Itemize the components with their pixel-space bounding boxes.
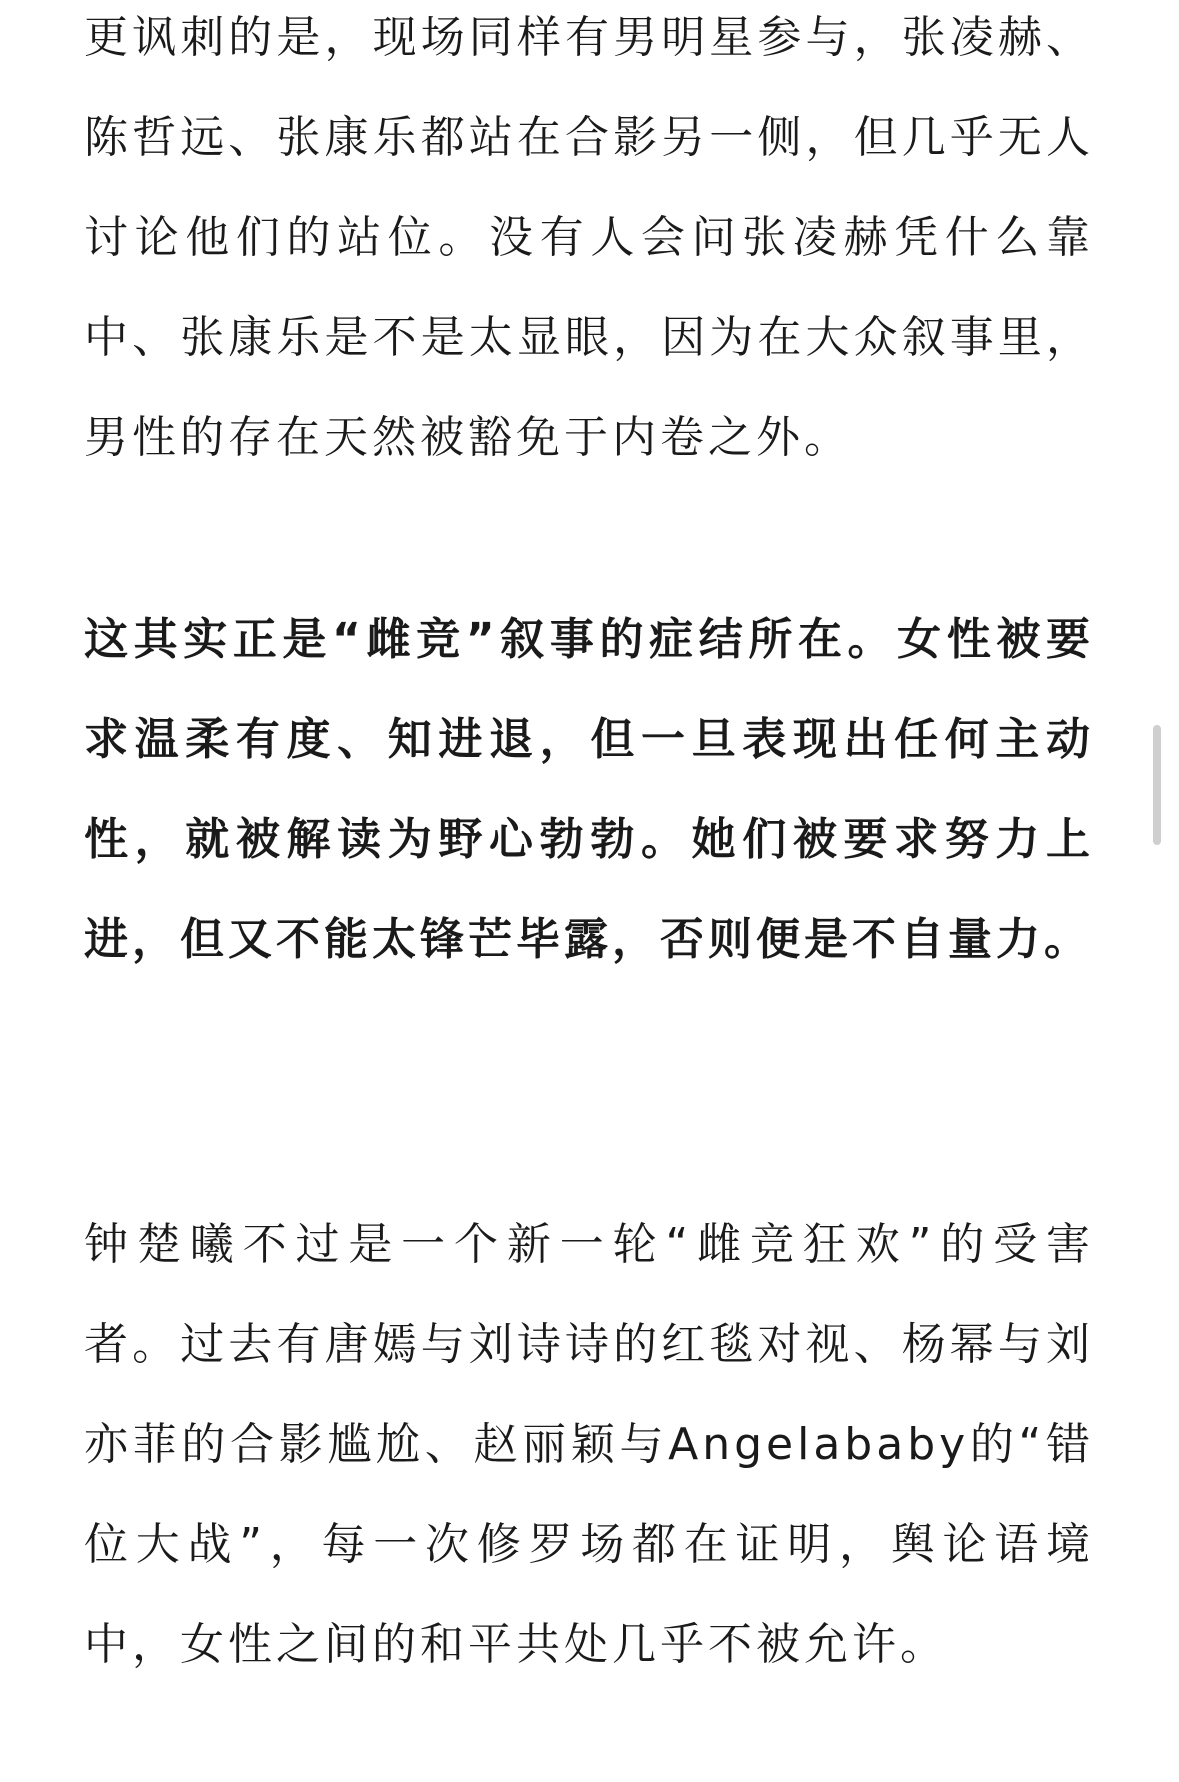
article-paragraph-bold: 这其实正是“雌竞”叙事的症结所在。女性被要求温柔有度、知进退，但一旦表现出任何主动性，就被解读为野心勃勃。她们被要求努力上进，但又不能太锋芒毕露，否则便是不自量力。 bbox=[84, 614, 1094, 965]
article-paragraph: 更讽刺的是，现场同样有男明星参与，张凌赫、陈哲远、张康乐都站在合影另一侧，但几乎无人讨论他们的站位。没有人会问张凌赫凭什么靠中、张康乐是不是太显眼，因为在大众叙事里，男性的存在天然被豁免于内卷之外。 bbox=[84, 12, 1094, 463]
scrollbar-thumb[interactable] bbox=[1153, 725, 1161, 845]
article-paragraph: 钟楚曦不过是一个新一轮“雌竞狂欢”的受害者。过去有唐嫣与刘诗诗的红毯对视、杨幂与刘亦菲的合影尴尬、赵丽颖与Angelababy的“错位大战”，每一次修罗场都在证明，舆论语境中，女性之间的和平共处几乎不被允许。 bbox=[84, 1219, 1094, 1670]
